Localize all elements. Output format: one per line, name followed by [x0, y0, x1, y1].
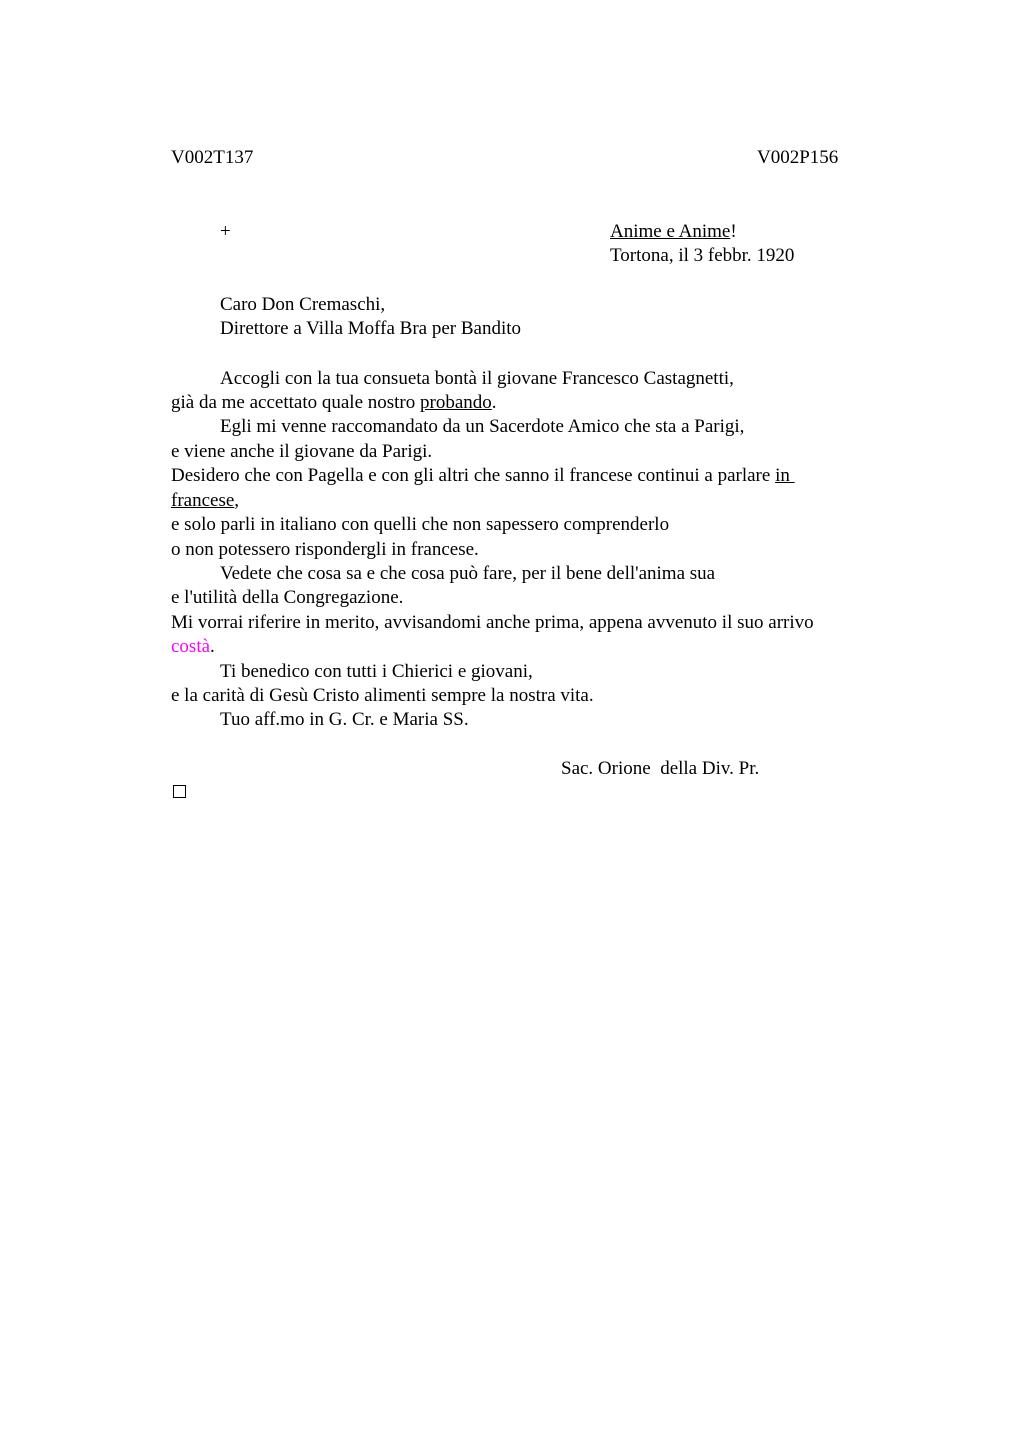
body-line-5-pre: Desidero che con Pagella e con gli altri che sanno il francese continui a parlare	[171, 465, 776, 486]
motto-punct: !	[730, 221, 737, 242]
signature: Sac. Orione della Div. Pr.	[561, 758, 760, 779]
underlined-in: in	[775, 465, 795, 486]
salutation-line-1: Caro Don Cremaschi,	[220, 294, 386, 315]
body-line-11: Mi vorrai riferire in merito, avvisandomi anche prima, appena avvenuto il suo arrivo	[171, 612, 814, 633]
body-line-10: e l'utilità della Congregazione.	[171, 587, 404, 608]
body-line-7: e solo parli in italiano con quelli che non sapessero comprenderlo	[171, 514, 670, 535]
body-line-5	[171, 464, 795, 488]
body-line-9: Vedete che cosa sa e che cosa può fare, per il bene dell'anima sua	[220, 563, 716, 584]
body-line-2-pre: già da me accettato quale nostro	[171, 392, 421, 413]
end-square-icon	[173, 785, 186, 798]
body-line-1: Accogli con la tua consueta bontà il giovane Francesco Castagnetti,	[220, 368, 734, 389]
body-line-4: e viene anche il giovane da Parigi.	[171, 441, 433, 462]
doc-code-left: V002T137	[171, 147, 254, 168]
closing-line: Tuo aff.mo in G. Cr. e Maria SS.	[220, 709, 469, 730]
body-line-6	[171, 489, 239, 513]
underlined-francese: francese	[171, 490, 235, 511]
underlined-probando: probando	[420, 392, 492, 413]
motto	[610, 220, 737, 244]
highlighted-costa: costà	[171, 636, 211, 657]
body-line-6-post: ,	[234, 490, 240, 511]
cross-mark: +	[220, 221, 231, 242]
salutation-line-2: Direttore a Villa Moffa Bra per Bandito	[220, 318, 522, 339]
body-line-13: Ti benedico con tutti i Chierici e giovani,	[220, 661, 533, 682]
body-line-12-post: .	[210, 636, 215, 657]
body-line-3: Egli mi venne raccomandato da un Sacerdote Amico che sta a Parigi,	[220, 416, 745, 437]
body-line-12	[171, 635, 215, 659]
body-line-14: e la carità di Gesù Cristo alimenti sempre la nostra vita.	[171, 685, 594, 706]
body-line-8: o non potessero rispondergli in francese.	[171, 539, 479, 560]
doc-code-right: V002P156	[757, 147, 839, 168]
body-line-2	[171, 391, 497, 415]
body-line-2-post: .	[491, 392, 497, 413]
place-date: Tortona, il 3 febbr. 1920	[610, 245, 795, 266]
motto-text: Anime e Anime	[610, 221, 731, 242]
